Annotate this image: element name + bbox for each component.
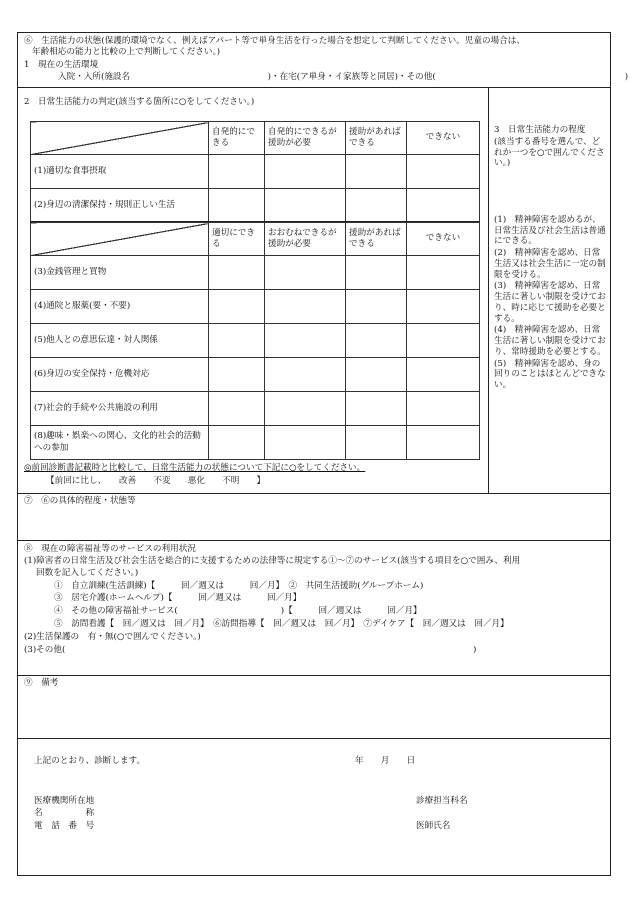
item-label: (3)金銭管理と買物 xyxy=(31,256,209,290)
answer-cell[interactable] xyxy=(209,426,265,460)
answer-cell[interactable] xyxy=(265,256,346,290)
ability-table-b xyxy=(30,222,480,460)
answer-cell[interactable] xyxy=(346,256,407,290)
answer-cell[interactable] xyxy=(346,155,407,189)
divider xyxy=(18,675,610,676)
answer-cell[interactable] xyxy=(209,290,265,324)
answer-cell[interactable] xyxy=(209,324,265,358)
department-label: 診療担当科名 xyxy=(416,796,468,806)
living-environment-options: 入院・入所(施設名 )・在宅(ア単身・イ家族等と同居)・その他( ) xyxy=(58,72,629,82)
divider xyxy=(18,540,610,541)
degree-title: 3 日常生活能力の程度 xyxy=(494,125,586,135)
answer-cell[interactable] xyxy=(407,256,480,290)
diagnosis-statement: 上記のとおり、診断します。 xyxy=(34,756,146,766)
item-label: (7)社会的手続や公共施設の利用 xyxy=(31,392,209,426)
welfare-line[interactable]: (2)生活保護の 有・無(○で囲んでください。) xyxy=(24,632,201,642)
answer-cell[interactable] xyxy=(209,189,265,223)
header-cell: 援助があればできる xyxy=(346,223,407,256)
answer-cell[interactable] xyxy=(265,358,346,392)
section9-label: ⑨ 備考 xyxy=(24,678,59,688)
answer-cell[interactable] xyxy=(346,426,407,460)
section8-line: (1)障害者の日常生活及び社会生活を総合的に支援するための法律等に規定する①～⑦のサービス(該当する項目を○で囲み、利用 xyxy=(24,556,521,566)
phone-label: 電 話 番 号 xyxy=(34,821,95,831)
remarks-textarea[interactable] xyxy=(24,691,604,733)
answer-cell[interactable] xyxy=(209,392,265,426)
divider xyxy=(18,87,610,88)
degree-list xyxy=(494,215,608,391)
answer-cell[interactable] xyxy=(407,290,480,324)
answer-cell[interactable] xyxy=(407,324,480,358)
degree-instruction: (該当する番号を選んで、どれか一つを○で囲んでください。) xyxy=(494,137,605,169)
doctor-name-label: 医師氏名 xyxy=(416,821,451,831)
ability-table-a xyxy=(30,121,480,223)
table-corner xyxy=(31,223,209,256)
other-line-end: ) xyxy=(473,645,477,655)
certificate-form xyxy=(17,32,629,876)
comparison-options[interactable]: 【前回に比し、 改善 不変 悪化 不明 】 xyxy=(46,476,266,486)
header-cell: 援助があればできる xyxy=(346,122,407,155)
answer-cell[interactable] xyxy=(209,358,265,392)
service-line[interactable]: ④ その他の障害福祉サービス( )【 回／週又は 回／月】 xyxy=(54,606,422,616)
column-divider xyxy=(488,87,489,493)
section6-heading: ⑥ 生活能力の状態(保護的環境でなく、例えばアパート等で単身生活を行った場合を想定して判断してください。児童の場合は、 xyxy=(24,36,525,46)
answer-cell[interactable] xyxy=(209,155,265,189)
answer-cell[interactable] xyxy=(209,256,265,290)
table-corner xyxy=(31,122,209,155)
other-line[interactable]: (3)その他( xyxy=(24,645,66,655)
divider xyxy=(18,493,610,494)
degree-option[interactable]: (5) 精神障害を認め、身の回りのことはほとんどできない。 xyxy=(494,358,606,391)
answer-cell[interactable] xyxy=(407,189,480,223)
service-line[interactable]: ③ 居宅介護(ホームヘルプ)【 回／週又は 回／月】 xyxy=(54,593,302,603)
section8-heading: ⑧ 現在の障害福祉等のサービスの利用状況 xyxy=(24,544,196,554)
judgement-label: 2 日常生活能力の判定(該当する箇所に○をしてください。) xyxy=(24,97,255,107)
header-cell: できない xyxy=(407,223,480,256)
institution-name-label: 名 称 xyxy=(34,808,95,818)
header-cell: おおむねできるが援助が必要 xyxy=(265,223,346,256)
answer-cell[interactable] xyxy=(346,358,407,392)
section8-line: 回数を記入してください。) xyxy=(36,568,139,578)
header-cell: できない xyxy=(407,122,480,155)
answer-cell[interactable] xyxy=(265,189,346,223)
date-field[interactable]: 年 月 日 xyxy=(355,756,416,766)
degree-option[interactable]: (3) 精神障害を認め、日常生活に著しい制限を受けており、時に応じて援助を必要とする。 xyxy=(494,281,606,324)
answer-cell[interactable] xyxy=(265,155,346,189)
item-label: (2)身辺の清潔保持・規則正しい生活 xyxy=(31,189,209,223)
item-label: (8)趣味・娯楽への関心、文化的社会的活動への参加 xyxy=(31,426,209,460)
header-cell: 自発的にできる xyxy=(209,122,265,155)
section6-heading-cont: 年齢相応の能力と比較の上で判断してください。) xyxy=(32,47,221,57)
service-line[interactable]: ⑤ 訪問看護【 回／週又は 回／月】 ⑥訪問指導【 回／週又は 回／月】 ⑦デイケア【 回／週又は 回／月】 xyxy=(54,619,509,629)
answer-cell[interactable] xyxy=(407,155,480,189)
section7-textarea[interactable] xyxy=(24,509,604,539)
section7-label: ⑦ ⑥の具体的程度・状態等 xyxy=(24,496,136,506)
degree-option[interactable]: (2) 精神障害を認め、日常生活又は社会生活に一定の制限を受ける。 xyxy=(494,248,606,280)
institution-address-label: 医療機関所在地 xyxy=(34,796,95,806)
item-label: (6)身辺の安全保持・危機対応 xyxy=(31,358,209,392)
divider xyxy=(18,738,610,739)
comparison-instruction: ◎前回診断書記載時と比較して、日常生活能力の状態について下記に○をしてください。 xyxy=(24,463,366,473)
answer-cell[interactable] xyxy=(265,392,346,426)
answer-cell[interactable] xyxy=(346,392,407,426)
answer-cell[interactable] xyxy=(265,290,346,324)
item-label: (4)通院と服薬(要・不要) xyxy=(31,290,209,324)
service-line[interactable]: ① 自立訓練(生活訓練)【 回／週又は 回／月】 ② 共同生活援助(グループホーム) xyxy=(54,581,424,591)
degree-option[interactable]: (4) 精神障害を認め、日常生活に著しい制限を受けており、常時援助を必要とする。 xyxy=(494,325,606,357)
header-cell: 自発的にできるが援助が必要 xyxy=(265,122,346,155)
answer-cell[interactable] xyxy=(265,426,346,460)
living-environment-label: 1 現在の生活環境 xyxy=(24,60,99,70)
answer-cell[interactable] xyxy=(346,189,407,223)
answer-cell[interactable] xyxy=(407,426,480,460)
item-label: (5)他人との意思伝達・対人関係 xyxy=(31,324,209,358)
answer-cell[interactable] xyxy=(346,324,407,358)
answer-cell[interactable] xyxy=(346,290,407,324)
answer-cell[interactable] xyxy=(265,324,346,358)
answer-cell[interactable] xyxy=(407,358,480,392)
answer-cell[interactable] xyxy=(407,392,480,426)
header-cell: 適切にできる xyxy=(209,223,265,256)
item-label: (1)適切な食事摂取 xyxy=(31,155,209,189)
degree-option[interactable]: (1) 精神障害を認めるが、日常生活及び社会生活は普通にできる。 xyxy=(494,215,606,247)
